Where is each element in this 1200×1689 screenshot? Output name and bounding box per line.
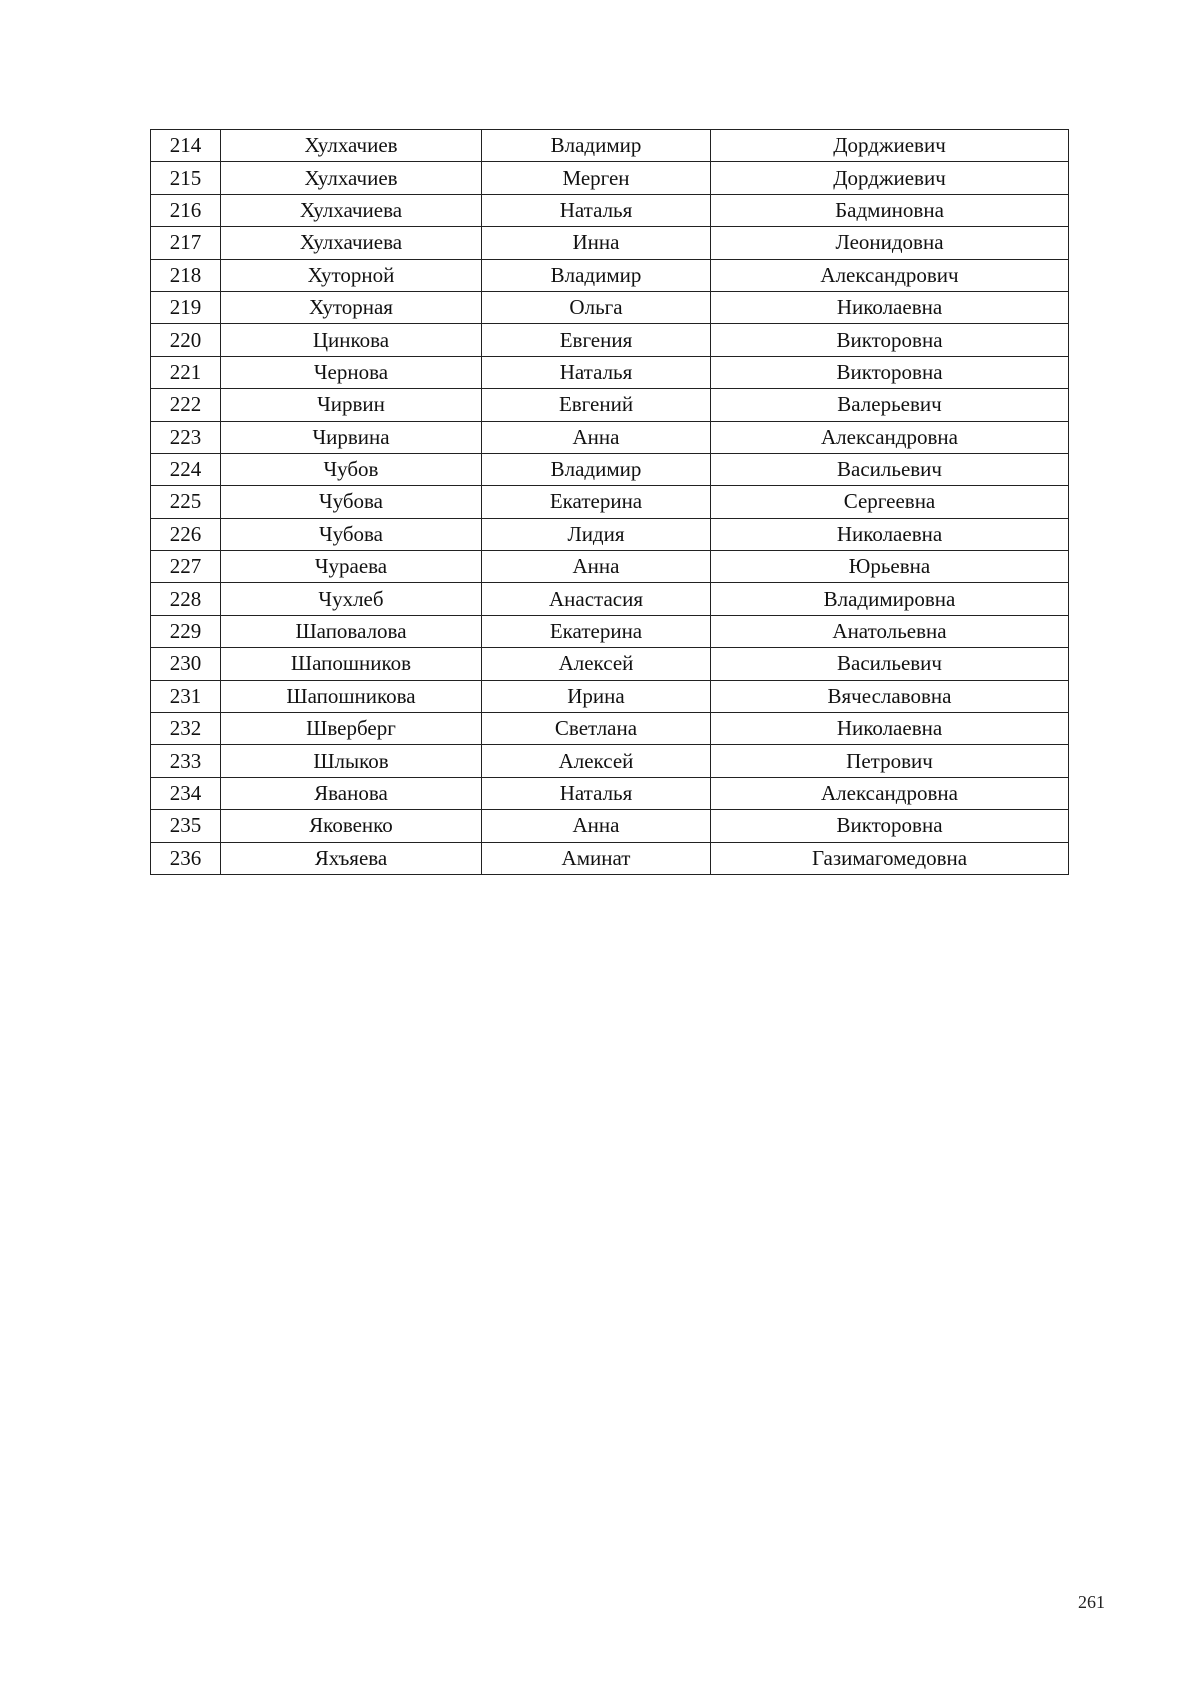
- row-number-cell: 235: [151, 810, 221, 842]
- row-number-cell: 214: [151, 130, 221, 162]
- patronymic-cell: Юрьевна: [711, 551, 1069, 583]
- last-name-cell: Яванова: [221, 777, 482, 809]
- row-number-cell: 229: [151, 615, 221, 647]
- first-name-cell: Светлана: [482, 713, 711, 745]
- patronymic-cell: Николаевна: [711, 713, 1069, 745]
- row-number-cell: 228: [151, 583, 221, 615]
- last-name-cell: Чирвина: [221, 421, 482, 453]
- table-row: [151, 583, 1069, 615]
- last-name-cell: Чубов: [221, 453, 482, 485]
- patronymic-cell: Викторовна: [711, 810, 1069, 842]
- table-row: [151, 130, 1069, 162]
- last-name-cell: Шапошников: [221, 648, 482, 680]
- first-name-cell: Владимир: [482, 453, 711, 485]
- first-name-cell: Наталья: [482, 194, 711, 226]
- row-number-cell: 220: [151, 324, 221, 356]
- patronymic-cell: Викторовна: [711, 324, 1069, 356]
- patronymic-cell: Васильевич: [711, 648, 1069, 680]
- first-name-cell: Екатерина: [482, 615, 711, 647]
- first-name-cell: Владимир: [482, 259, 711, 291]
- patronymic-cell: Владимировна: [711, 583, 1069, 615]
- first-name-cell: Наталья: [482, 777, 711, 809]
- last-name-cell: Хулхачиев: [221, 162, 482, 194]
- table-row: [151, 680, 1069, 712]
- last-name-cell: Шапошникова: [221, 680, 482, 712]
- table-row: [151, 389, 1069, 421]
- row-number-cell: 227: [151, 551, 221, 583]
- patronymic-cell: Валерьевич: [711, 389, 1069, 421]
- patronymic-cell: Александрович: [711, 259, 1069, 291]
- last-name-cell: Хулхачиева: [221, 194, 482, 226]
- last-name-cell: Хуторная: [221, 291, 482, 323]
- first-name-cell: Ирина: [482, 680, 711, 712]
- first-name-cell: Владимир: [482, 130, 711, 162]
- table-row: [151, 713, 1069, 745]
- patronymic-cell: Николаевна: [711, 518, 1069, 550]
- last-name-cell: Цинкова: [221, 324, 482, 356]
- row-number-cell: 222: [151, 389, 221, 421]
- first-name-cell: Инна: [482, 227, 711, 259]
- row-number-cell: 221: [151, 356, 221, 388]
- patronymic-cell: Петрович: [711, 745, 1069, 777]
- patronymic-cell: Дорджиевич: [711, 130, 1069, 162]
- row-number-cell: 233: [151, 745, 221, 777]
- last-name-cell: Чубова: [221, 518, 482, 550]
- table-row: [151, 842, 1069, 874]
- first-name-cell: Мерген: [482, 162, 711, 194]
- first-name-cell: Анна: [482, 421, 711, 453]
- names-table-body: [151, 130, 1069, 875]
- table-row: [151, 291, 1069, 323]
- table-row: [151, 777, 1069, 809]
- first-name-cell: Анна: [482, 551, 711, 583]
- patronymic-cell: Сергеевна: [711, 486, 1069, 518]
- first-name-cell: Анастасия: [482, 583, 711, 615]
- patronymic-cell: Вячеславовна: [711, 680, 1069, 712]
- patronymic-cell: Николаевна: [711, 291, 1069, 323]
- table-row: [151, 324, 1069, 356]
- row-number-cell: 216: [151, 194, 221, 226]
- last-name-cell: Чирвин: [221, 389, 482, 421]
- first-name-cell: Аминат: [482, 842, 711, 874]
- table-row: [151, 745, 1069, 777]
- patronymic-cell: Бадминовна: [711, 194, 1069, 226]
- patronymic-cell: Дорджиевич: [711, 162, 1069, 194]
- row-number-cell: 234: [151, 777, 221, 809]
- row-number-cell: 223: [151, 421, 221, 453]
- table-row: [151, 810, 1069, 842]
- patronymic-cell: Александровна: [711, 777, 1069, 809]
- row-number-cell: 230: [151, 648, 221, 680]
- table-row: [151, 194, 1069, 226]
- row-number-cell: 236: [151, 842, 221, 874]
- page-number: 261: [1078, 1592, 1105, 1612]
- row-number-cell: 232: [151, 713, 221, 745]
- table-row: [151, 421, 1069, 453]
- first-name-cell: Алексей: [482, 648, 711, 680]
- last-name-cell: Хуторной: [221, 259, 482, 291]
- row-number-cell: 219: [151, 291, 221, 323]
- table-row: [151, 453, 1069, 485]
- table-row: [151, 227, 1069, 259]
- patronymic-cell: Леонидовна: [711, 227, 1069, 259]
- last-name-cell: Яковенко: [221, 810, 482, 842]
- table-row: [151, 259, 1069, 291]
- patronymic-cell: Викторовна: [711, 356, 1069, 388]
- patronymic-cell: Анатольевна: [711, 615, 1069, 647]
- patronymic-cell: Газимагомедовна: [711, 842, 1069, 874]
- first-name-cell: Екатерина: [482, 486, 711, 518]
- row-number-cell: 224: [151, 453, 221, 485]
- last-name-cell: Хулхачиев: [221, 130, 482, 162]
- first-name-cell: Евгения: [482, 324, 711, 356]
- table-row: [151, 518, 1069, 550]
- last-name-cell: Шаповалова: [221, 615, 482, 647]
- last-name-cell: Чернова: [221, 356, 482, 388]
- row-number-cell: 225: [151, 486, 221, 518]
- table-row: [151, 162, 1069, 194]
- first-name-cell: Лидия: [482, 518, 711, 550]
- row-number-cell: 218: [151, 259, 221, 291]
- row-number-cell: 226: [151, 518, 221, 550]
- last-name-cell: Шверберг: [221, 713, 482, 745]
- table-row: [151, 648, 1069, 680]
- first-name-cell: Наталья: [482, 356, 711, 388]
- patronymic-cell: Александровна: [711, 421, 1069, 453]
- last-name-cell: Шлыков: [221, 745, 482, 777]
- row-number-cell: 215: [151, 162, 221, 194]
- first-name-cell: Анна: [482, 810, 711, 842]
- table-row: [151, 551, 1069, 583]
- last-name-cell: Чубова: [221, 486, 482, 518]
- last-name-cell: Яхъяева: [221, 842, 482, 874]
- table-row: [151, 486, 1069, 518]
- first-name-cell: Евгений: [482, 389, 711, 421]
- table-row: [151, 615, 1069, 647]
- last-name-cell: Чухлеб: [221, 583, 482, 615]
- first-name-cell: Ольга: [482, 291, 711, 323]
- patronymic-cell: Васильевич: [711, 453, 1069, 485]
- names-table: [150, 129, 1069, 875]
- row-number-cell: 231: [151, 680, 221, 712]
- last-name-cell: Хулхачиева: [221, 227, 482, 259]
- table-row: [151, 356, 1069, 388]
- row-number-cell: 217: [151, 227, 221, 259]
- first-name-cell: Алексей: [482, 745, 711, 777]
- last-name-cell: Чураева: [221, 551, 482, 583]
